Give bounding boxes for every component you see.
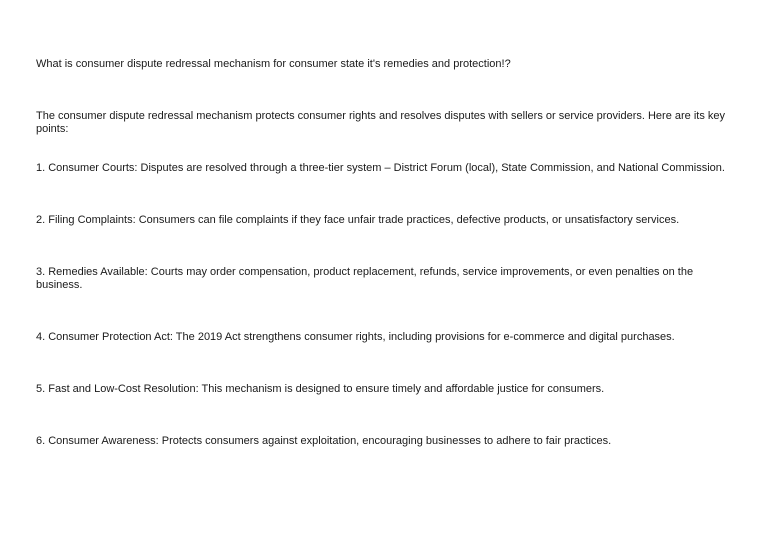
point-consumer-awareness: 6. Consumer Awareness: Protects consumers against exploitation, encouraging businesses to adhere to fair practices. <box>36 435 612 447</box>
question-text: What is consumer dispute redressal mechanism for consumer state it's remedies and protection!? <box>36 58 511 70</box>
point-consumer-courts: 1. Consumer Courts: Disputes are resolved through a three-tier system – District Forum (local), State Commission, and National Commission. <box>36 162 725 174</box>
point-remedies-available: 3. Remedies Available: Courts may order compensation, product replacement, refunds, service improvements, or even penalties on the business. <box>36 266 694 291</box>
point-filing-complaints: 2. Filing Complaints: Consumers can file complaints if they face unfair trade practices, defective products, or unsatisfactory services. <box>36 214 680 226</box>
intro-paragraph: The consumer dispute redressal mechanism protects consumer rights and resolves disputes with sellers or service providers. Here are its key points: <box>36 110 726 135</box>
point-consumer-protection-act: 4. Consumer Protection Act: The 2019 Act strengthens consumer rights, including provisions for e-commerce and digital purchases. <box>36 331 675 343</box>
document-body <box>36 58 736 448</box>
point-fast-low-cost-resolution: 5. Fast and Low-Cost Resolution: This mechanism is designed to ensure timely and affordable justice for consumers. <box>36 383 605 395</box>
